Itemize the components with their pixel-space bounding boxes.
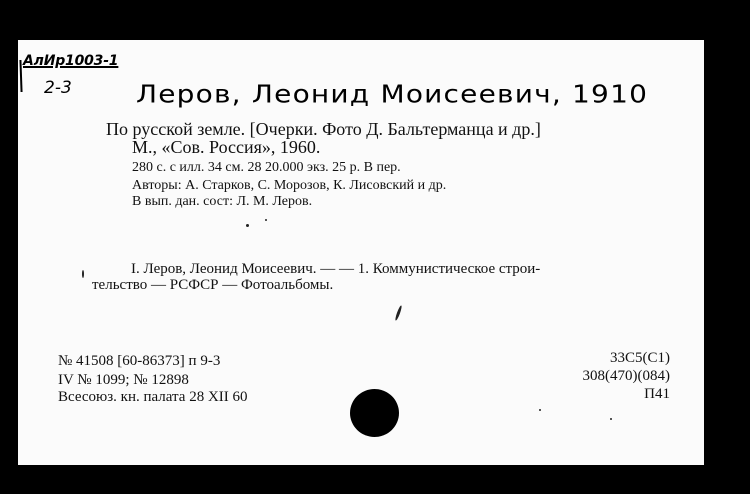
title-statement: По русской земле. [Очерки. Фото Д. Бальтерманца и др.] <box>106 119 541 139</box>
classification-code-2: 308(470)(084) <box>582 368 670 384</box>
subject-tracing-line-2: тельство — РСФСР — Фотоальбомы. <box>92 277 334 293</box>
classification-code-1: 33С5(С1) <box>610 350 670 366</box>
ink-speck <box>82 270 84 278</box>
ink-speck <box>539 409 541 411</box>
ink-speck <box>610 418 612 420</box>
issue-number-line: IV № 1099; № 12898 <box>58 372 189 388</box>
catalog-card <box>18 40 704 465</box>
handwritten-author-heading: Леров, Леонид Моисеевич, 1910 <box>136 79 649 109</box>
publication-statement: М., «Сов. Россия», 1960. <box>132 137 321 157</box>
authors-note: Авторы: А. Старков, С. Морозов, К. Лисовский и др. <box>132 178 447 193</box>
subject-tracing-line-1: I. Леров, Леонид Моисеевич. — — 1. Коммунистическое строи- <box>131 261 541 277</box>
ink-speck <box>265 219 267 221</box>
punch-hole <box>350 389 399 437</box>
handwritten-shelf-subcode: 2-3 <box>44 78 72 98</box>
physical-description: 280 с. с илл. 34 см. 28 20.000 экз. 25 р. В пер. <box>132 160 401 175</box>
ink-speck <box>246 224 249 227</box>
publisher-imprint-line: Всесоюз. кн. палата 28 XII 60 <box>58 389 248 405</box>
classification-code-3: П41 <box>644 386 670 402</box>
card-number-line: № 41508 [60-86373] п 9-3 <box>58 353 221 369</box>
edition-note: В вып. дан. сост: Л. М. Леров. <box>132 194 313 209</box>
handwritten-shelf-code: АлИр1003-1 <box>23 53 119 69</box>
ink-speck <box>394 305 402 321</box>
